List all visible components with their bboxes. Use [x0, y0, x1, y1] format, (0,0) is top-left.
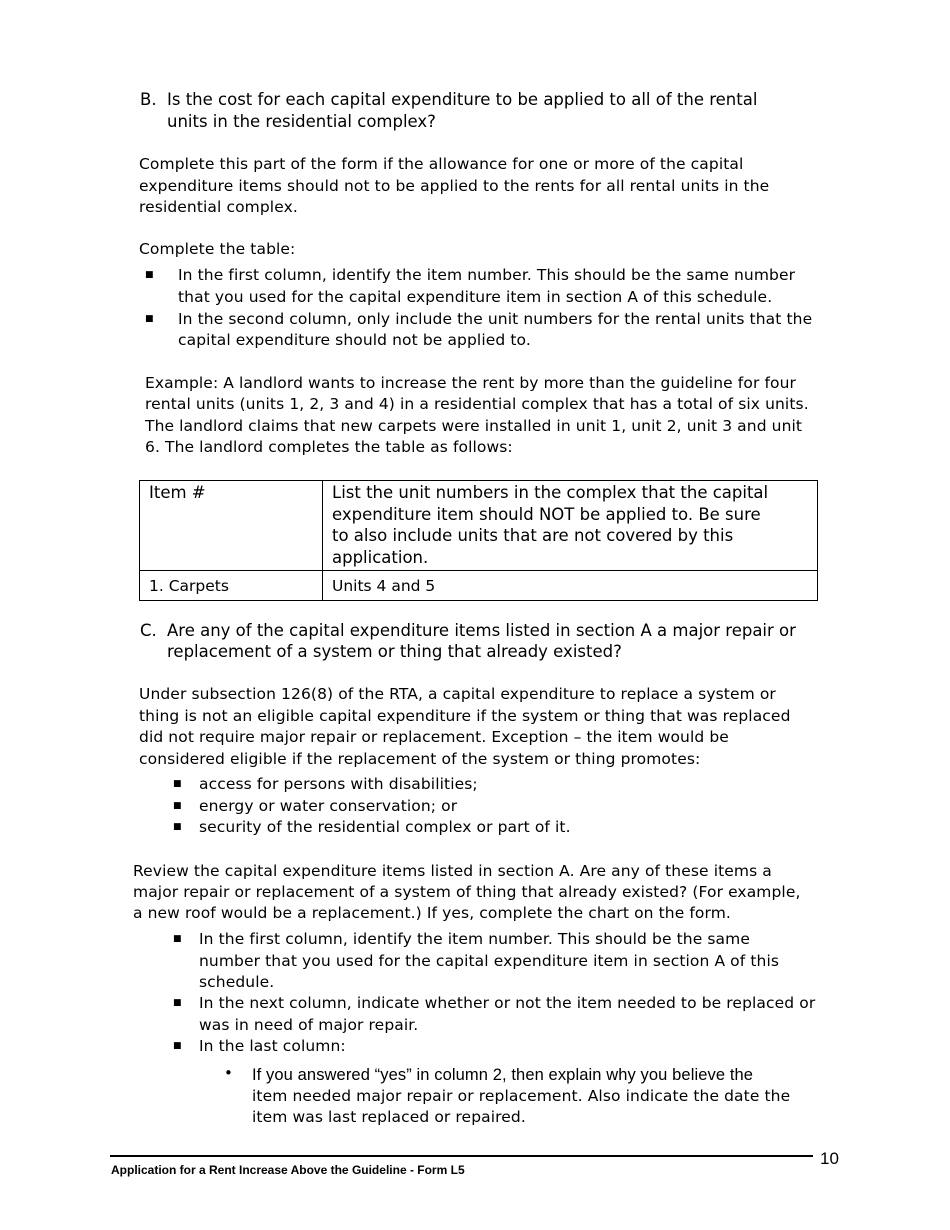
sub-bullet-line: If you answered “yes” in column 2, then explain why you believe the: [252, 1066, 754, 1084]
bullet-square-icon: ■: [173, 1041, 182, 1051]
section-c-heading-line-1: Are any of the capital expenditure items listed in section A a major repair or: [167, 621, 796, 640]
footer-divider: [110, 1155, 813, 1157]
example-line: rental units (units 1, 2, 3 and 4) in a residential complex that has a total of six units.: [145, 395, 809, 413]
chart-bullet-line: was in need of major repair.: [199, 1016, 419, 1034]
chart-bullet-line: number that you used for the capital expenditure item in section A of this: [199, 952, 780, 970]
chart-bullet-line: In the first column, identify the item number. This should be the same: [199, 930, 750, 948]
section-c-para-line: considered eligible if the replacement of the system or thing promotes:: [139, 750, 701, 768]
example-table: [139, 480, 818, 601]
header-units-line: List the unit numbers in the complex that the capital: [332, 483, 769, 502]
promotes-bullet: access for persons with disabilities;: [199, 775, 478, 793]
section-b-para-line: Complete this part of the form if the allowance for one or more of the capital: [139, 155, 744, 173]
row-units-cell: Units 4 and 5: [323, 571, 818, 601]
review-line: Review the capital expenditure items listed in section A. Are any of these items a: [133, 862, 772, 880]
bullet-square-icon: ■: [145, 270, 154, 280]
example-line: Example: A landlord wants to increase the rent by more than the guideline for four: [145, 374, 796, 392]
bullet-square-icon: ■: [173, 801, 182, 811]
section-c-letter: C.: [140, 621, 157, 640]
bullet-square-icon: ■: [173, 998, 182, 1008]
promotes-bullet: energy or water conservation; or: [199, 797, 458, 815]
header-units-line: application.: [332, 547, 429, 567]
footer-form-title: Application for a Rent Increase Above the Guideline - Form L5: [111, 1163, 465, 1177]
section-c-para-line: did not require major repair or replacement. Exception – the item would be: [139, 728, 729, 746]
section-b-letter: B.: [140, 90, 157, 109]
bullet-text-line: In the second column, only include the unit numbers for the rental units that the: [178, 310, 813, 328]
bullet-dot-icon: •: [224, 1064, 233, 1082]
header-units-line: to also include units that are not covered by this: [332, 526, 734, 545]
bullet-square-icon: ■: [145, 314, 154, 324]
review-line: major repair or replacement of a system of thing that already existed? (For example,: [133, 883, 801, 901]
header-units-cell: [323, 481, 818, 571]
row-item-cell: 1. Carpets: [140, 571, 323, 601]
section-b-heading-line-2: units in the residential complex?: [167, 112, 436, 131]
header-item-cell: [140, 481, 323, 571]
sub-bullet-line: item was last replaced or repaired.: [252, 1108, 526, 1126]
bullet-text-line: that you used for the capital expenditure item in section A of this schedule.: [178, 288, 773, 306]
bullet-text-line: capital expenditure should not be applied to.: [178, 331, 531, 349]
review-line: a new roof would be a replacement.) If yes, complete the chart on the form.: [133, 904, 731, 922]
table-row: [140, 571, 818, 601]
chart-bullet-line: schedule.: [199, 973, 275, 991]
section-b-heading-line-1: Is the cost for each capital expenditure to be applied to all of the rental: [167, 90, 758, 109]
chart-bullet-line: In the last column:: [199, 1037, 346, 1055]
sub-bullet-line: item needed major repair or replacement. Also indicate the date the: [252, 1087, 791, 1105]
table-intro: Complete the table:: [139, 240, 296, 258]
page-number: 10: [820, 1149, 839, 1168]
bullet-square-icon: ■: [173, 934, 182, 944]
example-line: 6. The landlord completes the table as follows:: [145, 438, 513, 456]
example-line: The landlord claims that new carpets were installed in unit 1, unit 2, unit 3 and unit: [145, 417, 803, 435]
header-units-line: expenditure item should NOT be applied to. Be sure: [332, 504, 761, 524]
section-b-para-line: expenditure items should not to be applied to the rents for all rental units in the: [139, 177, 770, 195]
chart-bullet-line: In the next column, indicate whether or not the item needed to be replaced or: [199, 994, 816, 1012]
header-item-label: Item #: [149, 483, 206, 502]
section-c-heading-line-2: replacement of a system or thing that already existed?: [167, 642, 622, 661]
bullet-square-icon: ■: [173, 822, 182, 832]
section-c-para-line: thing is not an eligible capital expenditure if the system or thing that was replaced: [139, 707, 791, 725]
promotes-bullet: security of the residential complex or part of it.: [199, 818, 571, 836]
bullet-square-icon: ■: [173, 779, 182, 789]
bullet-text-line: In the first column, identify the item number. This should be the same number: [178, 266, 796, 284]
section-b-para-line: residential complex.: [139, 198, 298, 216]
table-header-row: [140, 481, 818, 571]
section-c-para-line: Under subsection 126(8) of the RTA, a capital expenditure to replace a system or: [139, 685, 776, 703]
